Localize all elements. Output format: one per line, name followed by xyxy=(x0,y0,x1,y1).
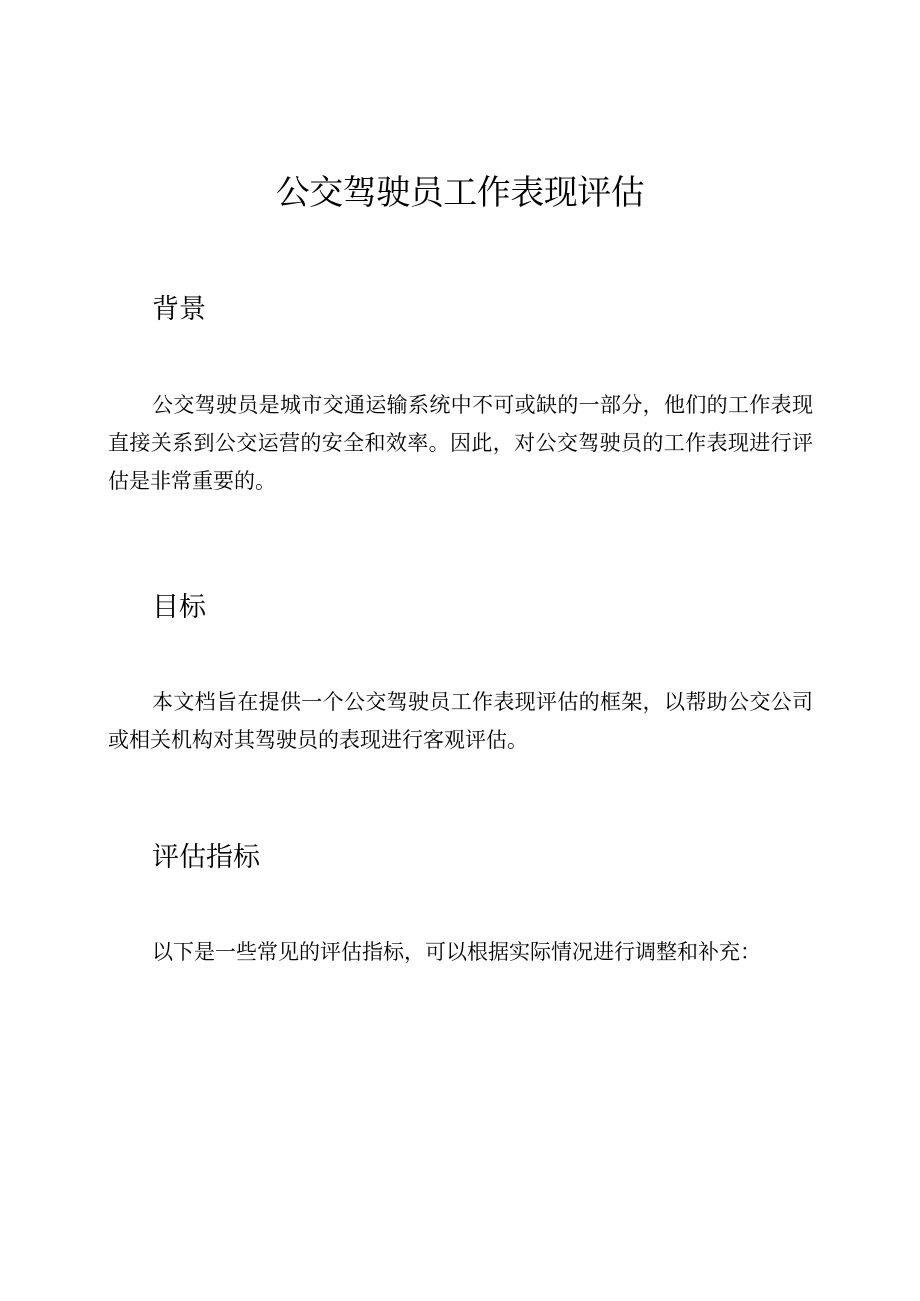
section-paragraph-indicators: 以下是一些常见的评估指标，可以根据实际情况进行调整和补充： xyxy=(152,940,761,964)
section-heading-indicators: 评估指标 xyxy=(152,842,260,873)
document-title: 公交驾驶员工作表现评估 xyxy=(275,173,645,213)
section-paragraph-background: 公交驾驶员是城市交通运输系统中不可或缺的一部分，他们的工作表现直接关系到公交运营的安全和效率。因此，对公交驾驶员的工作表现进行评估是非常重要的。 xyxy=(108,393,813,493)
section-heading-background: 背景 xyxy=(152,294,206,325)
section-paragraph-goal: 本文档旨在提供一个公交驾驶员工作表现评估的框架，以帮助公交公司或相关机构对其驾驶员的表现进行客观评估。 xyxy=(108,690,813,752)
section-heading-goal: 目标 xyxy=(152,592,206,623)
